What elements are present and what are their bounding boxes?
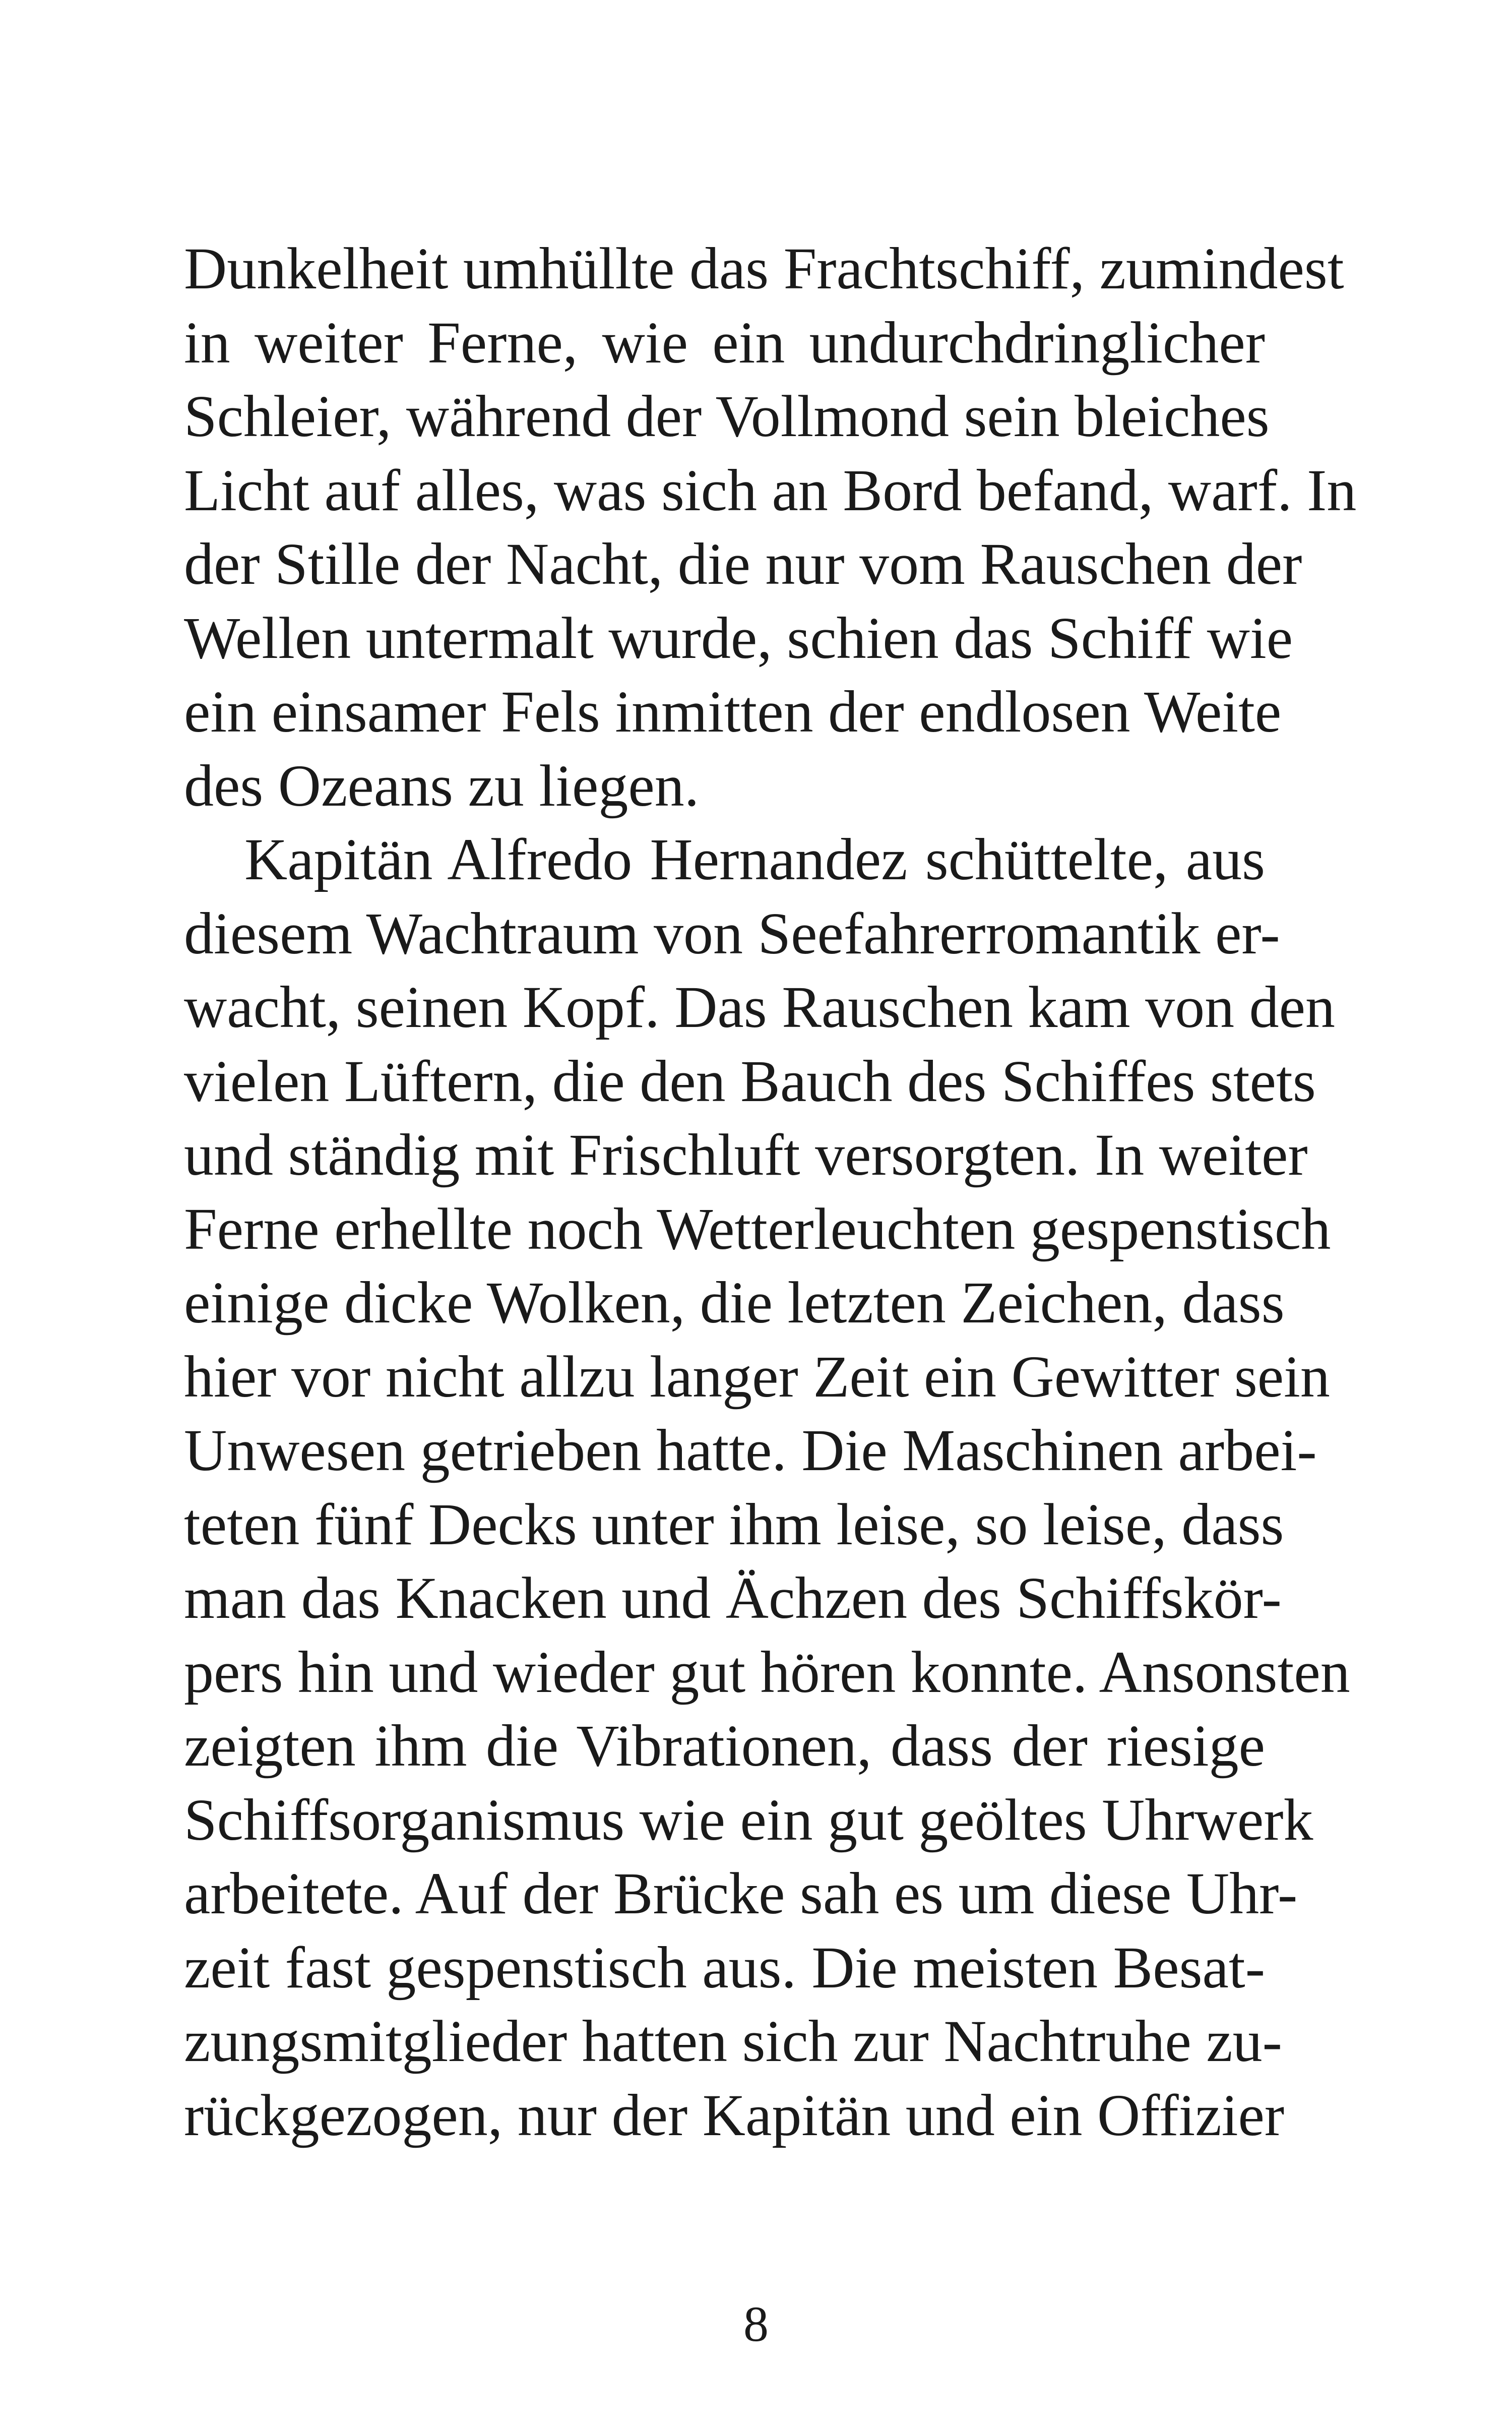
text-line: Dunkelheit umhüllte das Frachtschiff, zumindest (184, 235, 1344, 301)
text-line: der Stille der Nacht, die nur vom Rauschen der (184, 531, 1302, 597)
text-line-indented: Kapitän Alfredo Hernandez schüttelte, aus (244, 826, 1265, 892)
text-line: zungsmitglieder hatten sich zur Nachtruhe zu- (184, 2008, 1282, 2074)
text-line: einige dicke Wolken, die letzten Zeichen, dass (184, 1269, 1285, 1336)
text-line: und ständig mit Frischluft versorgten. In weiter (184, 1122, 1308, 1188)
text-line: vielen Lüftern, die den Bauch des Schiffes stets (184, 1048, 1316, 1114)
text-line: Unwesen getrieben hatte. Die Maschinen arbei- (184, 1417, 1317, 1483)
page-number: 8 (743, 2296, 769, 2352)
text-line: Ferne erhellte noch Wetterleuchten gespenstisch (184, 1195, 1331, 1262)
text-line: wacht, seinen Kopf. Das Rauschen kam von den (184, 974, 1336, 1040)
text-line: arbeitete. Auf der Brücke sah es um diese Uhr- (184, 1860, 1298, 1926)
text-line: pers hin und wieder gut hören konnte. Ansonsten (184, 1639, 1350, 1705)
body-text (184, 232, 1357, 2152)
text-line: rückgezogen, nur der Kapitän und ein Offizier (184, 2082, 1285, 2148)
text-line: Schiffsorganismus wie ein gut geöltes Uhrwerk (184, 1786, 1313, 1853)
text-line: in weiter Ferne, wie ein undurchdringlicher (184, 309, 1265, 376)
text-line: man das Knacken und Ächzen des Schiffskör- (184, 1565, 1282, 1631)
text-line: Wellen untermalt wurde, schien das Schiff wie (184, 604, 1293, 671)
text-line: Schleier, während der Vollmond sein bleiches (184, 383, 1270, 449)
text-line: diesem Wachtraum von Seefahrerromantik er- (184, 900, 1280, 966)
text-line: hier vor nicht allzu langer Zeit ein Gewitter sein (184, 1343, 1330, 1410)
text-line: ein einsamer Fels inmitten der endlosen Weite (184, 679, 1282, 745)
text-line: des Ozeans zu liegen. (184, 752, 700, 819)
text-line: Licht auf alles, was sich an Bord befand, warf. In (184, 457, 1357, 523)
text-line: teten fünf Decks unter ihm leise, so leise, dass (184, 1491, 1284, 1557)
text-line: zeigten ihm die Vibrationen, dass der riesige (184, 1713, 1265, 1779)
text-line: zeit fast gespenstisch aus. Die meisten Besat- (184, 1934, 1265, 2001)
